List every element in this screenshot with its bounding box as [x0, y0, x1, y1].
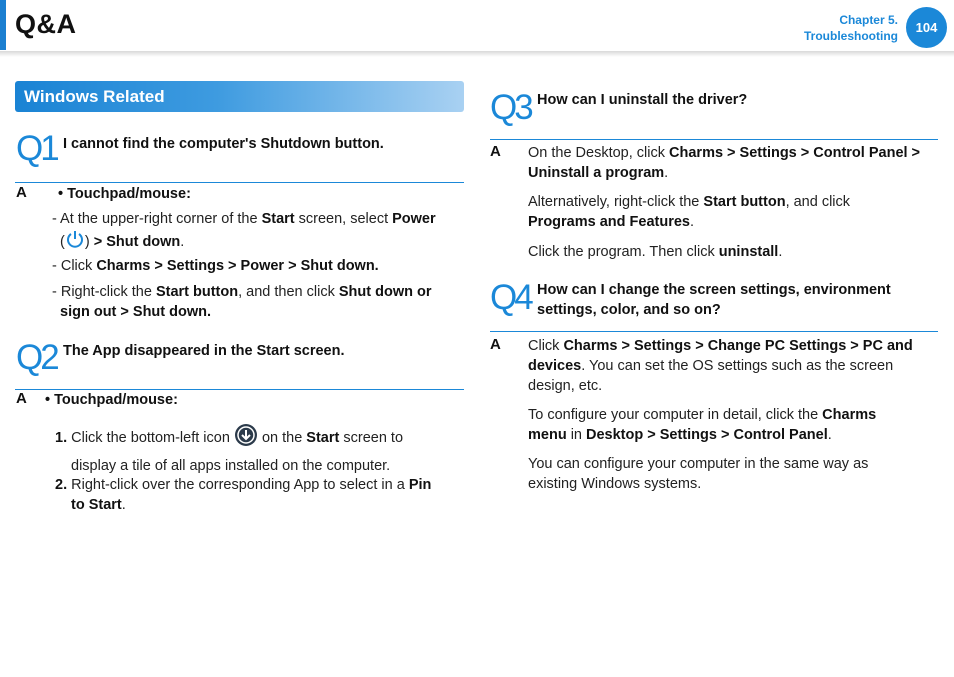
q2-step-2: 2. Right-click over the corresponding App to select in a Pin to Start. — [55, 477, 432, 513]
q3-divider — [490, 139, 938, 140]
page-number-badge: 104 — [906, 7, 947, 48]
q1-item-2: - Click Charms > Settings > Power > Shut down. — [52, 258, 379, 274]
q2-answer-label: A — [16, 390, 27, 407]
q1-item-1: - At the upper-right corner of the Start screen, select Power ( ) > Shut down. — [52, 209, 462, 255]
q2-question: The App disappeared in the Start screen. — [63, 343, 345, 359]
chapter-label — [804, 12, 898, 44]
chapter-number: Chapter 5. — [839, 13, 898, 27]
q3-paragraph-2: Alternatively, right-click the Start button, and click Programs and Features. — [528, 194, 851, 230]
section-title: Windows Related — [24, 87, 165, 106]
q1-answer-label: A — [16, 184, 27, 201]
power-icon — [65, 229, 85, 255]
q3-answer-label: A — [490, 143, 501, 160]
q4-label: Q4 — [490, 278, 531, 317]
header-accent-bar — [0, 0, 6, 50]
q3-paragraph-3: Click the program. Then click uninstall. — [528, 244, 783, 260]
q2-heading: • Touchpad/mouse: — [45, 392, 178, 408]
q4-paragraph-3: You can configure your computer in the same way as existing Windows systems. — [528, 456, 869, 492]
q4-answer-label: A — [490, 336, 501, 353]
q3-question: How can I uninstall the driver? — [537, 92, 748, 108]
q1-item-3: - Right-click the Start button, and then click Shut down or sign out > Shut down. — [52, 284, 432, 320]
q3-label: Q3 — [490, 88, 531, 127]
q4-paragraph-1: Click Charms > Settings > Change PC Settings > PC and devices. You can set the OS settings such as the screen design, etc. — [528, 338, 913, 394]
chapter-title: Troubleshooting — [804, 29, 898, 43]
q2-label: Q2 — [16, 338, 57, 377]
page-title: Q&A — [15, 9, 77, 39]
q4-paragraph-2: To configure your computer in detail, click the Charms menu in Desktop > Settings > Control Panel. — [528, 407, 877, 443]
section-header — [15, 81, 464, 112]
q4-divider — [490, 331, 938, 332]
q1-label: Q1 — [16, 129, 57, 168]
q3-paragraph-1: On the Desktop, click Charms > Settings > Control Panel > Uninstall a program. — [528, 145, 921, 181]
q1-question: I cannot find the computer's Shutdown button. — [63, 136, 384, 152]
q4-question: How can I change the screen settings, environment settings, color, and so on? — [537, 282, 891, 318]
down-arrow-circle-icon — [234, 423, 258, 453]
q2-step-1: 1. Click the bottom-left icon on the Start screen to display a tile of all apps installed on the computer. — [55, 423, 455, 476]
header-divider — [0, 51, 954, 57]
q1-divider — [15, 182, 464, 183]
q1-heading: • Touchpad/mouse: — [58, 186, 191, 202]
